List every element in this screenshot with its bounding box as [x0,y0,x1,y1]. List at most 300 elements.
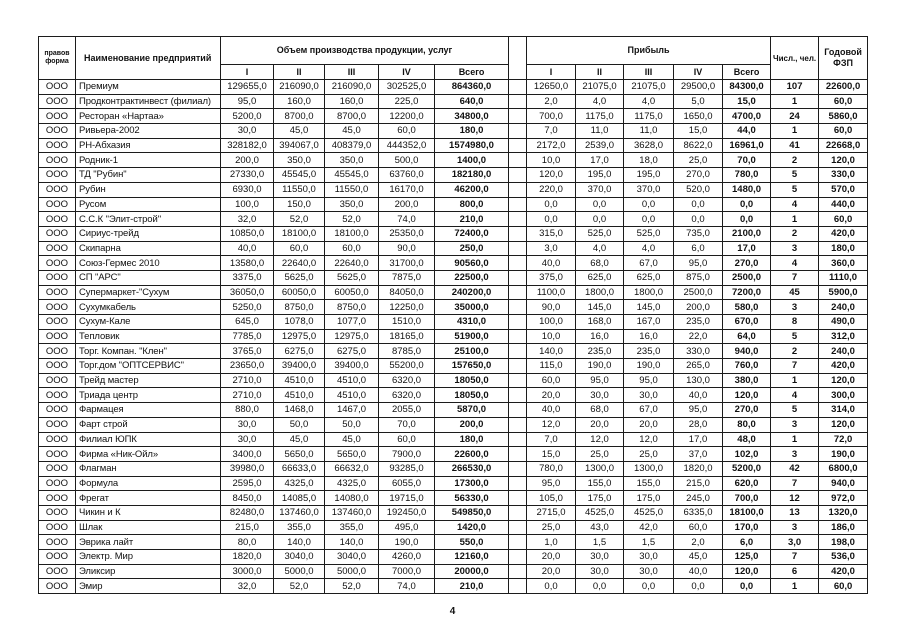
company-name-cell: Трейд мастер [76,373,221,388]
legal-form-cell: ООО [39,579,76,594]
volume-q2-cell: 5000,0 [274,564,325,579]
volume-total-cell: 240200,0 [435,285,509,300]
payroll-cell: 312,0 [819,329,868,344]
volume-q2-cell: 18100,0 [274,226,325,241]
table-row [39,226,868,241]
profit-q2-cell: 175,0 [576,491,624,506]
table-row [39,535,868,550]
volume-q2-cell: 12975,0 [274,329,325,344]
table-row [39,182,868,197]
payroll-cell: 1320,0 [819,505,868,520]
payroll-cell: 60,0 [819,212,868,227]
company-name-cell: Сухумкабель [76,300,221,315]
legal-form-cell: ООО [39,300,76,315]
profit-q1-cell: 12,0 [527,417,576,432]
volume-q3-cell: 355,0 [325,520,379,535]
table-row [39,124,868,139]
volume-q1-header: I [221,65,274,80]
volume-q3-cell: 5625,0 [325,270,379,285]
company-name-cell: Сириус-трейд [76,226,221,241]
volume-q2-cell: 45545,0 [274,168,325,183]
company-name-cell: Филиал ЮПК [76,432,221,447]
profit-q3-cell: 11,0 [624,124,674,139]
profit-q4-cell: 29500,0 [674,80,723,95]
volume-q1-cell: 3765,0 [221,344,274,359]
profit-q2-cell: 20,0 [576,417,624,432]
profit-q3-cell: 235,0 [624,344,674,359]
profit-q3-cell: 0,0 [624,212,674,227]
volume-q1-cell: 80,0 [221,535,274,550]
legal-form-cell: ООО [39,564,76,579]
volume-q1-cell: 5250,0 [221,300,274,315]
legal-form-cell: ООО [39,138,76,153]
payroll-cell: 330,0 [819,168,868,183]
volume-q3-cell: 66632,0 [325,461,379,476]
volume-total-cell: 250,0 [435,241,509,256]
volume-total-cell: 18050,0 [435,388,509,403]
volume-q4-cell: 200,0 [379,197,435,212]
volume-q3-cell: 140,0 [325,535,379,550]
profit-q4-cell: 17,0 [674,432,723,447]
volume-q4-cell: 6320,0 [379,388,435,403]
profit-q4-cell: 40,0 [674,388,723,403]
payroll-cell: 570,0 [819,182,868,197]
profit-total-cell: 6,0 [723,535,771,550]
table-row [39,109,868,124]
headcount-cell: 6 [771,564,819,579]
profit-total-cell: 84300,0 [723,80,771,95]
profit-q2-cell: 17,0 [576,153,624,168]
headcount-cell: 1 [771,579,819,594]
company-name-cell: С.С.К "Элит-строй" [76,212,221,227]
profit-q1-cell: 95,0 [527,476,576,491]
profit-total-cell: 18100,0 [723,505,771,520]
headcount-cell: 107 [771,80,819,95]
company-name-cell: Тепловик [76,329,221,344]
volume-q4-cell: 444352,0 [379,138,435,153]
table-row [39,212,868,227]
volume-q2-cell: 6275,0 [274,344,325,359]
legal-form-cell: ООО [39,182,76,197]
profit-q4-header: IV [674,65,723,80]
profit-q4-cell: 6,0 [674,241,723,256]
headcount-cell: 3 [771,520,819,535]
volume-q3-cell: 45545,0 [325,168,379,183]
profit-q3-cell: 30,0 [624,388,674,403]
volume-total-cell: 35000,0 [435,300,509,315]
headcount-cell: 1 [771,432,819,447]
profit-q3-cell: 25,0 [624,447,674,462]
profit-q2-cell: 625,0 [576,270,624,285]
profit-q2-cell: 30,0 [576,550,624,565]
spacer-cell [509,505,527,520]
profit-q1-cell: 1100,0 [527,285,576,300]
profit-q1-header: I [527,65,576,80]
company-name-cell: Торг. Компан. "Клен" [76,344,221,359]
volume-total-cell: 549850,0 [435,505,509,520]
profit-q1-cell: 2,0 [527,94,576,109]
payroll-cell: 120,0 [819,417,868,432]
volume-total-cell: 864360,0 [435,80,509,95]
company-name-cell: Эликсир [76,564,221,579]
profit-q3-cell: 167,0 [624,315,674,330]
table-row [39,329,868,344]
legal-form-cell: ООО [39,241,76,256]
company-name-cell: ТД "Рубин" [76,168,221,183]
profit-q1-cell: 40,0 [527,256,576,271]
company-name-cell: Эврика лайт [76,535,221,550]
payroll-cell: 5900,0 [819,285,868,300]
profit-q2-cell: 1300,0 [576,461,624,476]
profit-q3-cell: 1,5 [624,535,674,550]
payroll-cell: 420,0 [819,359,868,374]
spacer-cell [509,564,527,579]
volume-q4-cell: 74,0 [379,579,435,594]
profit-total-cell: 125,0 [723,550,771,565]
headcount-cell: 3 [771,300,819,315]
profit-q2-header: II [576,65,624,80]
profit-q4-cell: 37,0 [674,447,723,462]
volume-q4-cell: 4260,0 [379,550,435,565]
spacer-cell [509,579,527,594]
profit-total-cell: 120,0 [723,388,771,403]
table-row [39,579,868,594]
headcount-cell: 1 [771,212,819,227]
headcount-cell: 2 [771,153,819,168]
spacer-cell [509,403,527,418]
profit-q1-cell: 7,0 [527,124,576,139]
headcount-cell: 5 [771,329,819,344]
table-row [39,315,868,330]
volume-q2-cell: 394067,0 [274,138,325,153]
volume-q3-cell: 216090,0 [325,80,379,95]
volume-q2-cell: 4510,0 [274,373,325,388]
spacer-cell [509,109,527,124]
profit-q2-cell: 525,0 [576,226,624,241]
volume-q2-cell: 8750,0 [274,300,325,315]
volume-q2-cell: 4325,0 [274,476,325,491]
headcount-cell: 7 [771,550,819,565]
profit-total-cell: 70,0 [723,153,771,168]
volume-q4-cell: 12250,0 [379,300,435,315]
volume-q4-cell: 19715,0 [379,491,435,506]
profit-q3-cell: 3628,0 [624,138,674,153]
table-row [39,197,868,212]
volume-total-cell: 200,0 [435,417,509,432]
company-name-cell: Ресторан «Нартаа» [76,109,221,124]
profit-q2-cell: 2539,0 [576,138,624,153]
payroll-cell: 190,0 [819,447,868,462]
profit-q1-cell: 0,0 [527,212,576,227]
spacer-cell [509,124,527,139]
volume-q1-cell: 2595,0 [221,476,274,491]
volume-total-cell: 5870,0 [435,403,509,418]
volume-q2-cell: 50,0 [274,417,325,432]
profit-q2-cell: 21075,0 [576,80,624,95]
profit-q4-cell: 8622,0 [674,138,723,153]
payroll-cell: 240,0 [819,300,868,315]
volume-q2-cell: 5625,0 [274,270,325,285]
legal-form-cell: ООО [39,270,76,285]
profit-q4-cell: 265,0 [674,359,723,374]
volume-q1-cell: 40,0 [221,241,274,256]
profit-q2-cell: 1800,0 [576,285,624,300]
profit-q1-cell: 2715,0 [527,505,576,520]
profit-q4-cell: 330,0 [674,344,723,359]
volume-total-cell: 25100,0 [435,344,509,359]
profit-total-header: Всего [723,65,771,80]
profit-total-cell: 2100,0 [723,226,771,241]
company-name-cell: Фарт строй [76,417,221,432]
profit-q1-cell: 100,0 [527,315,576,330]
volume-total-cell: 22500,0 [435,270,509,285]
profit-q3-cell: 370,0 [624,182,674,197]
company-name-cell: Фармацея [76,403,221,418]
volume-q4-cell: 70,0 [379,417,435,432]
profit-q3-cell: 18,0 [624,153,674,168]
company-name-cell: Продконтрактинвест (филиал) [76,94,221,109]
table-row [39,373,868,388]
volume-q1-cell: 23650,0 [221,359,274,374]
legal-form-cell: ООО [39,447,76,462]
spacer-cell [509,285,527,300]
volume-q3-cell: 4325,0 [325,476,379,491]
spacer-cell [509,447,527,462]
profit-q1-cell: 60,0 [527,373,576,388]
profit-q4-cell: 0,0 [674,197,723,212]
profit-q1-cell: 140,0 [527,344,576,359]
volume-total-cell: 180,0 [435,124,509,139]
profit-q4-cell: 40,0 [674,564,723,579]
volume-q2-header: II [274,65,325,80]
profit-total-cell: 0,0 [723,579,771,594]
volume-q4-cell: 90,0 [379,241,435,256]
volume-q2-cell: 14085,0 [274,491,325,506]
payroll-cell: 180,0 [819,241,868,256]
volume-q4-cell: 63760,0 [379,168,435,183]
payroll-cell: 1110,0 [819,270,868,285]
table-row [39,94,868,109]
annual-payroll-header [819,37,868,80]
profit-q1-cell: 3,0 [527,241,576,256]
legal-form-cell: ООО [39,168,76,183]
headcount-cell: 13 [771,505,819,520]
company-name-cell: Союз-Гермес 2010 [76,256,221,271]
volume-total-cell: 266530,0 [435,461,509,476]
spacer-cell [509,212,527,227]
profit-q4-cell: 2,0 [674,535,723,550]
profit-q3-cell: 21075,0 [624,80,674,95]
volume-q1-cell: 215,0 [221,520,274,535]
enterprise-table [38,36,868,594]
profit-q3-cell: 4,0 [624,94,674,109]
volume-q1-cell: 3400,0 [221,447,274,462]
volume-q3-cell: 14080,0 [325,491,379,506]
profit-q3-cell: 0,0 [624,197,674,212]
legal-form-cell: ООО [39,373,76,388]
profit-q3-cell: 12,0 [624,432,674,447]
volume-q4-cell: 6320,0 [379,373,435,388]
legal-form-cell: ООО [39,535,76,550]
volume-q3-cell: 1467,0 [325,403,379,418]
table-row [39,520,868,535]
spacer-cell [509,94,527,109]
payroll-cell: 120,0 [819,153,868,168]
spacer-cell [509,153,527,168]
profit-q4-cell: 200,0 [674,300,723,315]
profit-q2-cell: 68,0 [576,403,624,418]
profit-q4-cell: 1820,0 [674,461,723,476]
volume-q4-cell: 495,0 [379,520,435,535]
profit-q2-cell: 4525,0 [576,505,624,520]
volume-q2-cell: 39400,0 [274,359,325,374]
profit-q1-cell: 115,0 [527,359,576,374]
profit-q2-cell: 1,5 [576,535,624,550]
profit-q4-cell: 28,0 [674,417,723,432]
volume-total-header: Всего [435,65,509,80]
profit-q1-cell: 1,0 [527,535,576,550]
table-row [39,270,868,285]
volume-q1-cell: 880,0 [221,403,274,418]
volume-q1-cell: 95,0 [221,94,274,109]
volume-q4-cell: 192450,0 [379,505,435,520]
payroll-cell: 60,0 [819,94,868,109]
profit-q2-cell: 0,0 [576,579,624,594]
headcount-cell: 41 [771,138,819,153]
volume-total-cell: 210,0 [435,579,509,594]
profit-q4-cell: 25,0 [674,153,723,168]
volume-q1-cell: 6930,0 [221,182,274,197]
profit-total-cell: 940,0 [723,344,771,359]
payroll-cell: 186,0 [819,520,868,535]
volume-q3-cell: 5650,0 [325,447,379,462]
table-row [39,344,868,359]
spacer-cell [509,226,527,241]
volume-q3-cell: 11550,0 [325,182,379,197]
volume-q2-cell: 1468,0 [274,403,325,418]
legal-form-cell: ООО [39,124,76,139]
volume-q1-cell: 27330,0 [221,168,274,183]
volume-q3-cell: 160,0 [325,94,379,109]
spacer-cell [509,344,527,359]
profit-total-cell: 670,0 [723,315,771,330]
profit-q3-cell: 67,0 [624,403,674,418]
payroll-cell: 536,0 [819,550,868,565]
headcount-cell: 5 [771,403,819,418]
table-row [39,138,868,153]
company-name-cell: Скипарна [76,241,221,256]
volume-q1-cell: 645,0 [221,315,274,330]
profit-q4-cell: 245,0 [674,491,723,506]
payroll-cell: 420,0 [819,226,868,241]
volume-q2-cell: 160,0 [274,94,325,109]
volume-q2-cell: 5650,0 [274,447,325,462]
legal-form-cell: ООО [39,226,76,241]
legal-form-cell: ООО [39,461,76,476]
volume-q3-cell: 39400,0 [325,359,379,374]
profit-q3-cell: 525,0 [624,226,674,241]
legal-form-header [39,37,76,80]
volume-q1-cell: 32,0 [221,579,274,594]
volume-q1-cell: 36050,0 [221,285,274,300]
volume-total-cell: 157650,0 [435,359,509,374]
volume-q4-cell: 60,0 [379,432,435,447]
spacer-cell [509,300,527,315]
legal-form-cell: ООО [39,550,76,565]
profit-total-cell: 760,0 [723,359,771,374]
profit-total-cell: 15,0 [723,94,771,109]
table-row [39,461,868,476]
profit-q3-cell: 42,0 [624,520,674,535]
volume-q2-cell: 355,0 [274,520,325,535]
volume-q3-cell: 3040,0 [325,550,379,565]
volume-q3-cell: 408379,0 [325,138,379,153]
profit-total-cell: 270,0 [723,403,771,418]
volume-total-cell: 180,0 [435,432,509,447]
volume-q3-cell: 52,0 [325,579,379,594]
profit-q4-cell: 2500,0 [674,285,723,300]
volume-q3-cell: 60050,0 [325,285,379,300]
volume-total-cell: 1420,0 [435,520,509,535]
profit-q4-cell: 520,0 [674,182,723,197]
volume-q1-cell: 1820,0 [221,550,274,565]
spacer-cell [509,461,527,476]
company-name-cell: Премиум [76,80,221,95]
profit-q1-cell: 10,0 [527,153,576,168]
profit-q4-cell: 60,0 [674,520,723,535]
profit-q4-cell: 130,0 [674,373,723,388]
profit-q4-cell: 875,0 [674,270,723,285]
company-name-cell: Рубин [76,182,221,197]
volume-q2-cell: 11550,0 [274,182,325,197]
profit-total-cell: 17,0 [723,241,771,256]
volume-total-cell: 18050,0 [435,373,509,388]
table-body [39,80,868,594]
headcount-cell: 3 [771,417,819,432]
volume-q4-cell: 74,0 [379,212,435,227]
spacer-cell [509,168,527,183]
headcount-cell: 7 [771,270,819,285]
profit-q3-cell: 155,0 [624,476,674,491]
legal-form-cell: ООО [39,476,76,491]
volume-total-cell: 17300,0 [435,476,509,491]
table-row [39,550,868,565]
legal-form-cell: ООО [39,256,76,271]
volume-q2-cell: 140,0 [274,535,325,550]
company-name-cell: Торг.дом "ОПТСЕРВИС" [76,359,221,374]
volume-q4-cell: 2055,0 [379,403,435,418]
profit-q4-cell: 270,0 [674,168,723,183]
annual-payroll-header-line1: Годовой [824,47,862,57]
profit-q1-cell: 12650,0 [527,80,576,95]
volume-q3-cell: 1077,0 [325,315,379,330]
spacer-header [509,37,527,80]
volume-q3-cell: 350,0 [325,197,379,212]
profit-q1-cell: 0,0 [527,579,576,594]
profit-q3-cell: 190,0 [624,359,674,374]
volume-q1-cell: 30,0 [221,124,274,139]
spacer-cell [509,315,527,330]
table-row [39,168,868,183]
legal-form-cell: ООО [39,388,76,403]
profit-q1-cell: 25,0 [527,520,576,535]
volume-q1-cell: 5200,0 [221,109,274,124]
annual-payroll-header-line2: ФЗП [833,58,853,68]
company-name-cell: Чикин и К [76,505,221,520]
volume-q4-cell: 190,0 [379,535,435,550]
headcount-cell: 7 [771,359,819,374]
table-row [39,300,868,315]
